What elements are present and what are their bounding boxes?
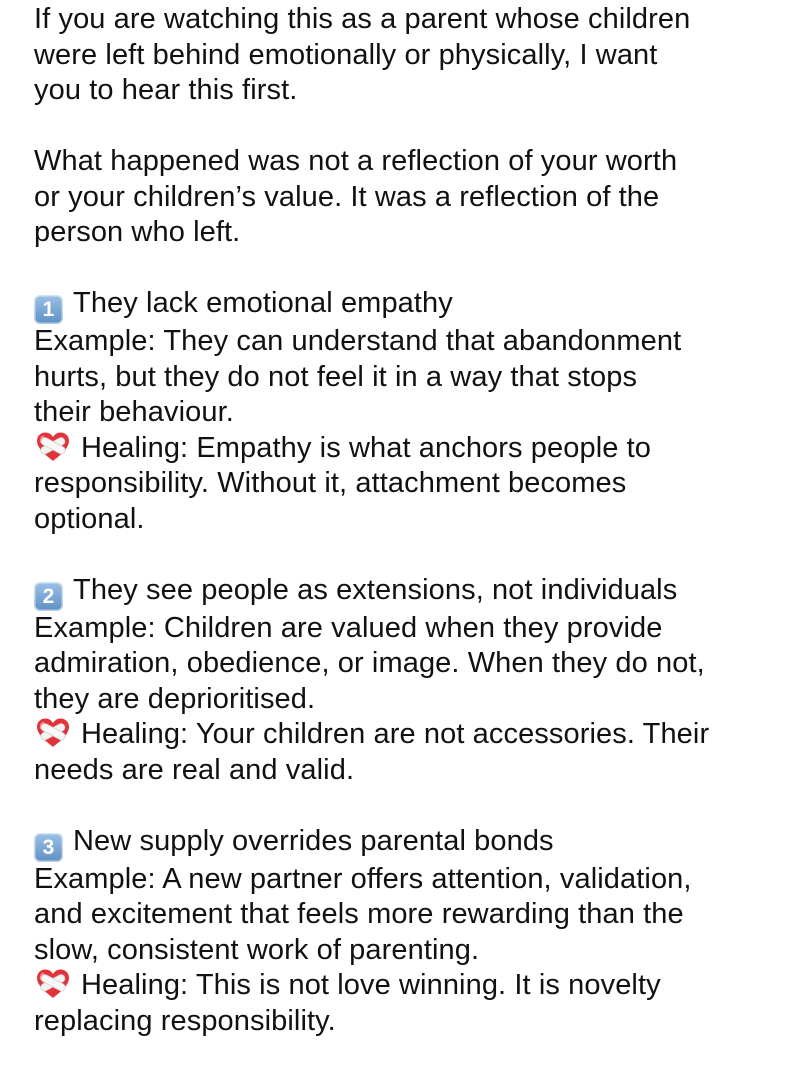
intro-paragraph-2 (34, 144, 784, 251)
healing-text: Healing: Your children are not accessories. Their (81, 718, 710, 750)
healing-text: Healing: Empathy is what anchors people to (81, 431, 652, 464)
keycap-number-icon: 3 (34, 833, 63, 862)
healing-line: needs are real and valid. (34, 753, 355, 786)
text-line: If you are watching this as a parent whose children (34, 3, 691, 35)
healing-line: responsibility. Without it, attachment becomes (34, 467, 627, 499)
healing-line (34, 968, 784, 1004)
example-line: admiration, obedience, or image. When they do not, (34, 647, 705, 679)
example-line: Example: A new partner offers attention, validation, (34, 862, 692, 895)
example-line: they are deprioritised. (34, 682, 316, 715)
example-line: slow, consistent work of parenting. (34, 933, 480, 966)
intro-paragraph-1 (34, 2, 784, 109)
point-1 (34, 286, 784, 537)
healing-line: optional. (34, 502, 145, 535)
point-2 (34, 573, 784, 789)
mending-heart-icon (34, 717, 72, 749)
text-line: were left behind emotionally or physically, I want (34, 38, 658, 71)
point-title-line (34, 286, 784, 324)
point-title: They see people as extensions, not individuals (73, 573, 678, 606)
mending-heart-icon (34, 431, 72, 463)
point-title-line (34, 573, 784, 611)
keycap-number-icon: 1 (34, 295, 63, 324)
point-title-line (34, 824, 784, 862)
point-title: They lack emotional empathy (73, 287, 453, 319)
text-line: you to hear this first. (34, 74, 298, 106)
text-line: or your children’s value. It was a reflection of the (34, 180, 660, 213)
healing-line: replacing responsibility. (34, 1004, 336, 1037)
example-line: Example: They can understand that abandonment (34, 325, 682, 357)
text-line: What happened was not a reflection of your worth (34, 145, 678, 177)
example-line: and excitement that feels more rewarding than the (34, 898, 684, 930)
note-document (34, 2, 784, 1075)
healing-line (34, 431, 784, 467)
healing-text: Healing: This is not love winning. It is novelty (81, 969, 661, 1001)
point-3 (34, 824, 784, 1040)
point-title: New supply overrides parental bonds (73, 824, 554, 857)
example-line: hurts, but they do not feel it in a way that stops (34, 360, 638, 393)
text-line: person who left. (34, 216, 241, 248)
mending-heart-icon (34, 968, 72, 1000)
example-line: Example: Children are valued when they provide (34, 611, 663, 644)
keycap-number-icon: 2 (34, 582, 63, 611)
example-line: their behaviour. (34, 396, 234, 428)
healing-line (34, 717, 784, 753)
